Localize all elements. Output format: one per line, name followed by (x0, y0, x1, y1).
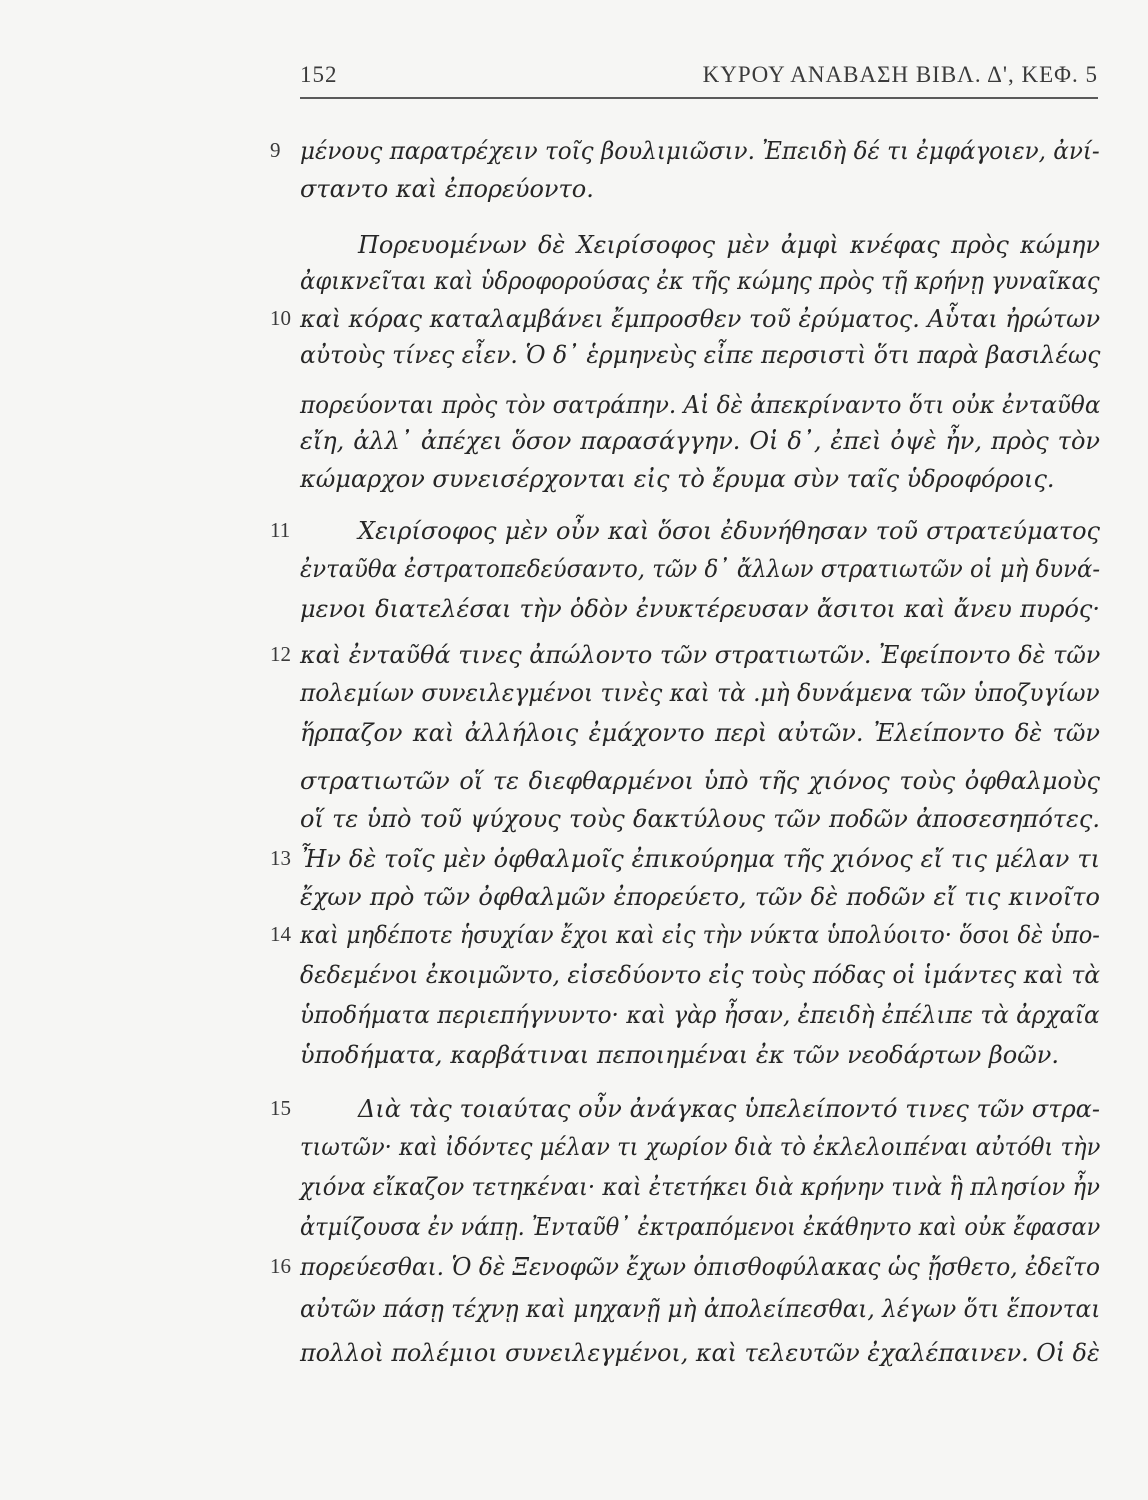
text-line (0, 514, 1148, 554)
section-number: 14 (270, 922, 291, 946)
line-text: οἵ τε ὑπὸ τοῦ ψύχους τοὺς δακτύλους τῶν ποδῶν ἀποσεσηπότες. (300, 805, 1100, 833)
text-line (0, 676, 1148, 716)
text-line (0, 998, 1148, 1038)
section-number: 11 (270, 518, 291, 542)
section-number: 9 (270, 138, 281, 162)
text-line (0, 264, 1148, 304)
text-line (0, 1038, 1148, 1078)
line-text: Πορευομένων δὲ Χειρίσοφος μὲν ἀμφὶ κνέφας πρὸς κώμην (358, 231, 1100, 259)
line-text: στρατιωτῶν οἵ τε διεφθαρμένοι ὑπὸ τῆς χιόνος τοὺς ὀφθαλμοὺς (300, 767, 1100, 795)
page-number: 152 (300, 62, 338, 87)
text-line (0, 1250, 1148, 1290)
text-line (0, 1336, 1148, 1376)
line-text: μενοι διατελέσαι τὴν ὁδὸν ἐνυκτέρευσαν ἄσιτοι καὶ ἄνευ πυρός· (300, 595, 1100, 623)
line-text: αὐτοὺς τίνες εἶεν. Ὁ δ᾽ ἑρμηνεὺς εἶπε περσιστὶ ὅτι παρὰ βασιλέως (300, 341, 1101, 369)
text-line (0, 462, 1148, 502)
text-line (0, 958, 1148, 998)
line-text: πορεύονται πρὸς τὸν σατράπην. Αἱ δὲ ἀπεκρίναντο ὅτι οὐκ ἐνταῦθα (300, 391, 1101, 419)
text-line (0, 1210, 1148, 1250)
line-text: καὶ κόρας καταλαμβάνει ἔμπροσθεν τοῦ ἐρύματος. Αὗται ἠρώτων (300, 305, 1101, 333)
line-text: μένους παρατρέχειν τοῖς βουλιμιῶσιν. Ἐπειδὴ δέ τι ἐμφάγοιεν, ἀνί- (300, 137, 1100, 165)
text-line (0, 172, 1148, 212)
text-line (0, 880, 1148, 920)
line-text: ἔχων πρὸ τῶν ὀφθαλμῶν ἐπορεύετο, τῶν δὲ ποδῶν εἴ τις κινοῖτο (300, 883, 1100, 911)
text-line (0, 338, 1148, 378)
line-text: σταντο καὶ ἐπορεύοντο. (300, 175, 594, 203)
line-text: πορεύεσθαι. Ὁ δὲ Ξενοφῶν ἔχων ὀπισθοφύλακας ὡς ᾔσθετο, ἐδεῖτο (300, 1253, 1100, 1281)
text-line (0, 134, 1148, 174)
section-number: 10 (270, 306, 291, 330)
section-number: 12 (270, 642, 291, 666)
line-text: δεδεμένοι ἐκοιμῶντο, εἰσεδύοντο εἰς τοὺς πόδας οἱ ἱμάντες καὶ τὰ (300, 961, 1101, 989)
text-line (0, 1292, 1148, 1332)
line-text: ὑποδήματα περιεπήγνυντο· καὶ γὰρ ἦσαν, ἐπειδὴ ἐπέλιπε τὰ ἀρχαῖα (300, 1001, 1100, 1029)
section-number: 13 (270, 846, 291, 870)
line-text: ἀτμίζουσα ἐν νάπῃ. Ἐνταῦθ᾽ ἐκτραπόμενοι ἐκάθηντο καὶ οὐκ ἔφασαν (300, 1213, 1101, 1241)
text-line (0, 716, 1148, 756)
text-line (0, 424, 1148, 464)
line-text: ἥρπαζον καὶ ἀλλήλοις ἐμάχοντο περὶ αὐτῶν. Ἐλείποντο δὲ τῶν (300, 719, 1100, 747)
line-text: εἴη, ἀλλ᾽ ἀπέχει ὅσον παρασάγγην. Οἱ δ᾽, ἐπεὶ ὀψὲ ἦν, πρὸς τὸν (300, 427, 1100, 455)
text-line (0, 918, 1148, 958)
section-number: 16 (270, 1254, 291, 1278)
line-text: Ἦν δὲ τοῖς μὲν ὀφθαλμοῖς ἐπικούρημα τῆς χιόνος εἴ τις μέλαν τι (300, 845, 1100, 873)
text-line (0, 552, 1148, 592)
line-text: ἀφικνεῖται καὶ ὑδροφορούσας ἐκ τῆς κώμης πρὸς τῇ κρήνῃ γυναῖκας (300, 267, 1100, 295)
line-text: κώμαρχον συνεισέρχονται εἰς τὸ ἔρυμα σὺν ταῖς ὑδροφόροις. (300, 465, 1055, 493)
line-text: Χειρίσοφος μὲν οὖν καὶ ὅσοι ἐδυνήθησαν τοῦ στρατεύματος (358, 517, 1100, 545)
line-text: χιόνα εἴκαζον τετηκέναι· καὶ ἐτετήκει διὰ κρήνην τινὰ ἣ πλησίον ἦν (300, 1173, 1101, 1201)
text-line (0, 1170, 1148, 1210)
text-line (0, 638, 1148, 678)
line-text: πολλοὶ πολέμιοι συνειλεγμένοι, καὶ τελευτῶν ἐχαλέπαινεν. Οἱ δὲ (300, 1339, 1100, 1367)
text-line (0, 842, 1148, 882)
line-text: καὶ ἐνταῦθά τινες ἀπώλοντο τῶν στρατιωτῶν. Ἐφείποντο δὲ τῶν (300, 641, 1101, 669)
text-line (0, 764, 1148, 804)
line-text: καὶ μηδέποτε ἡσυχίαν ἔχοι καὶ εἰς τὴν νύκτα ὑπολύοιτο· ὅσοι δὲ ὑπο- (300, 921, 1100, 949)
text-line (0, 802, 1148, 842)
text-line (0, 1130, 1148, 1170)
line-text: αὐτῶν πάσῃ τέχνῃ καὶ μηχανῇ μὴ ἀπολείπεσθαι, λέγων ὅτι ἕπονται (300, 1295, 1101, 1323)
running-title: ΚΥΡΟΥ ΑΝΑΒΑΣΗ ΒΙΒΛ. Δ', ΚΕΦ. 5 (702, 62, 1098, 87)
line-text: τιωτῶν· καὶ ἰδόντες μέλαν τι χωρίον διὰ τὸ ἐκλελοιπέναι αὐτόθι τὴν (300, 1133, 1101, 1161)
line-text: ὑποδήματα, καρβάτιναι πεποιημέναι ἐκ τῶν νεοδάρτων βοῶν. (300, 1041, 1059, 1069)
line-text: πολεμίων συνειλεγμένοι τινὲς καὶ τὰ .μὴ δυνάμενα τῶν ὑποζυγίων (300, 679, 1100, 707)
line-text: ἐνταῦθα ἐστρατοπεδεύσαντο, τῶν δ᾽ ἄλλων στρατιωτῶν οἱ μὴ δυνά- (300, 555, 1101, 583)
section-number: 15 (270, 1096, 291, 1120)
text-line (0, 228, 1148, 268)
text-line (0, 302, 1148, 342)
text-line (0, 1092, 1148, 1132)
text-line (0, 592, 1148, 632)
text-line (0, 388, 1148, 428)
line-text: Διὰ τὰς τοιαύτας οὖν ἀνάγκας ὑπελείποντό τινες τῶν στρα- (358, 1095, 1100, 1123)
